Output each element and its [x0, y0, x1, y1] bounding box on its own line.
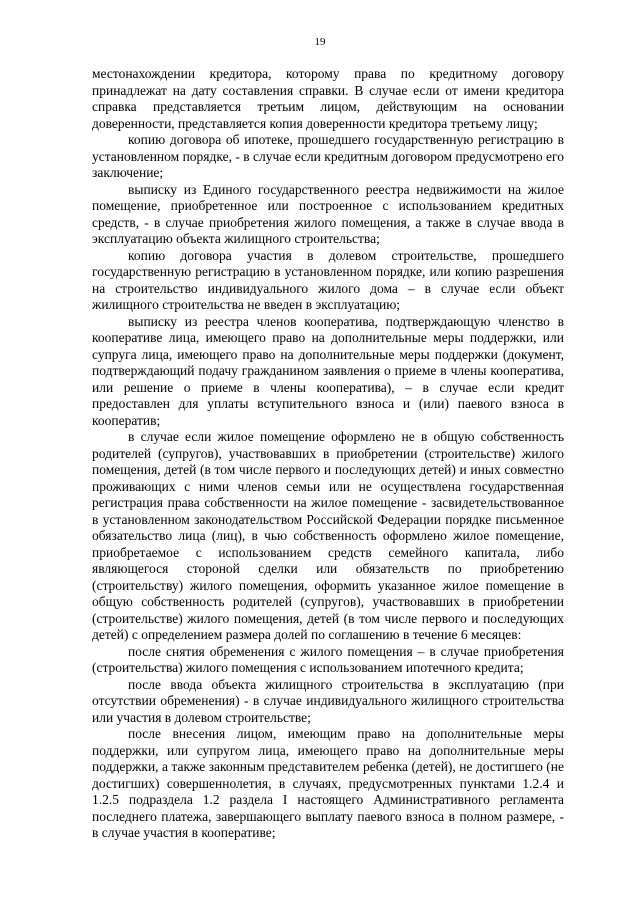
paragraph-4: копию договора участия в долевом строительстве, прошедшего государственную регистрацию в установленном порядке, или копию разрешения на строительство индивидуального жилого дома – в случае если объект жилищного строительства не введен в эксплуатацию; — [92, 247, 564, 312]
paragraph-9: после внесения лицом, имеющим право на дополнительные меры поддержки, или супругом лица, имеющего право на дополнительные меры поддержки, а также законным представителем ребенка (детей), не достигшего (не достигших) совершеннолетия, в случаях, предусмотренных пунктами 1.2.4 и 1.2.5 подраздела 1.2 раздела I настоящего Административного регламента последнего платежа, завершающего выплату паевого взноса в полном размере, - в случае участия в кооперативе; — [92, 726, 564, 840]
body-text — [92, 66, 564, 842]
paragraph-3: выписку из Единого государственного реестра недвижимости на жилое помещение, приобретенное или построенное с использованием кредитных средств, - в случае приобретения жилого помещения, а также в случае ввода в эксплуатацию объекта жилищного строительства; — [92, 181, 564, 246]
paragraph-2: копию договора об ипотеке, прошедшего государственную регистрацию в установленном порядке, - в случае если кредитным договором предусмотрено его заключение; — [92, 132, 564, 180]
page-number: 19 — [314, 36, 326, 48]
paragraph-5: выписку из реестра членов кооператива, подтверждающую членство в кооперативе лица, имеющего право на дополнительные меры поддержки, или супруга лица, имеющего право на дополнительные меры поддержки (документ, подтверждающий подачу гражданином заявления о приеме в члены кооператива, или решение о приеме в члены кооператива), – в случае если кредит предоставлен для уплаты вступительного взноса и (или) паевого взноса в кооператив; — [92, 313, 564, 428]
paragraph-1: местонахождении кредитора, которому права по кредитному договору принадлежат на дату составления справки. В случае если от имени кредитора справка представляется третьим лицом, действующим на основании доверенности, представляется копия доверенности кредитора третьему лицу; — [92, 66, 564, 131]
paragraph-8: после ввода объекта жилищного строительства в эксплуатацию (при отсутствии обременения) - в случае индивидуального жилищного строительства или участия в долевом строительстве; — [92, 676, 564, 725]
paragraph-7: после снятия обременения с жилого помещения – в случае приобретения (строительства) жилого помещения с использованием ипотечного кредита; — [92, 643, 564, 675]
paragraph-6: в случае если жилое помещение оформлено не в общую собственность родителей (супругов), участвовавших в приобретении (строительстве) жилого помещения, детей (в том числе первого и последующих детей) и иных совместно проживающих с ними членов семьи или не осуществлена государственная регистрация права собственности на жилое помещение - засвидетельствованное в установленном законодательством Российской Федерации порядке письменное обязательство лица (лиц), в чью собственность оформлено жилое помещение, приобретаемое с использованием средств семейного капитала, либо являющегося стороной сделки или обязательств по приобретению (строительству) жилого помещения, оформить указанное жилое помещение в общую собственность родителей (супругов), участвовавших в приобретении (строительстве) жилого помещения, детей (в том числе первого и последующих детей) с определением размера долей по соглашению в течение 6 месяцев: — [92, 429, 564, 642]
